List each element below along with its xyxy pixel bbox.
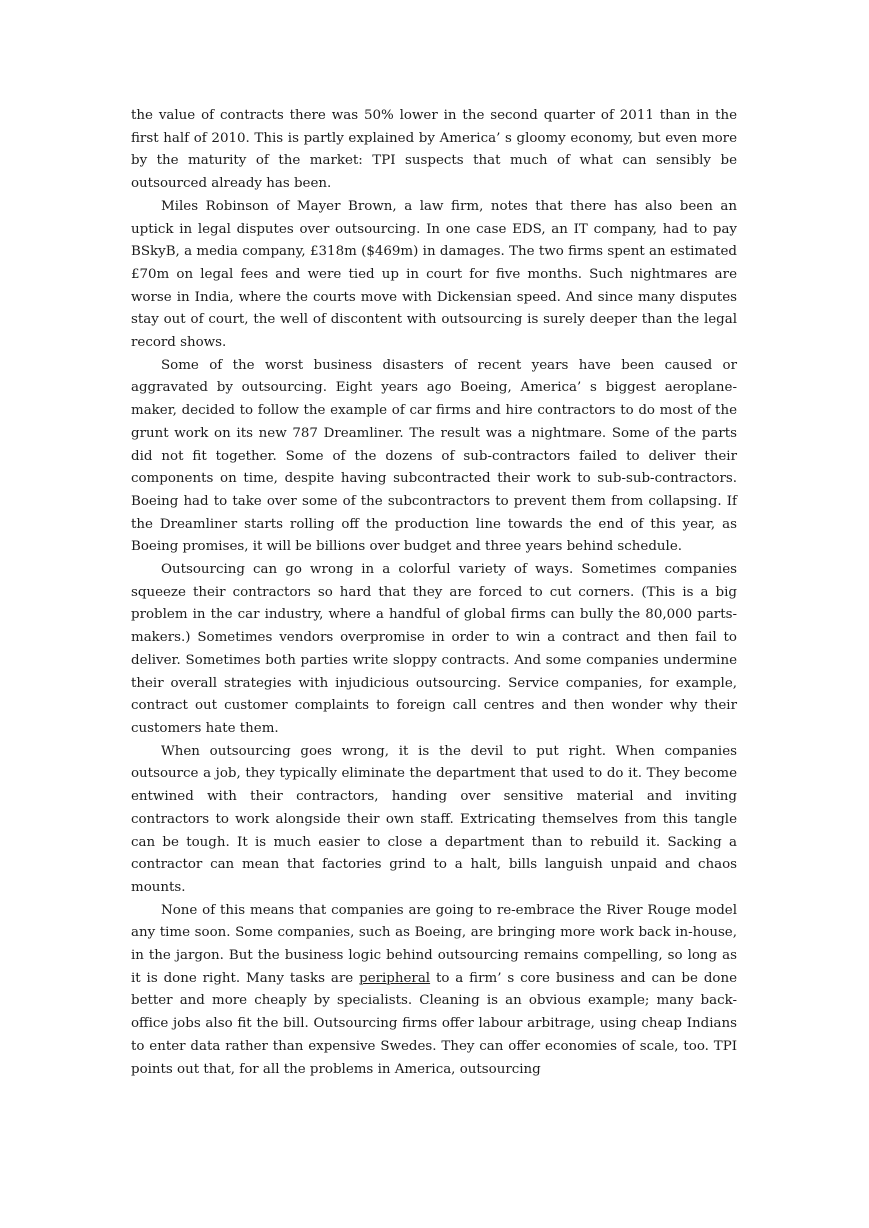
underlined-word-peripheral: peripheral <box>359 970 431 986</box>
paragraph-contract-value: the value of contracts there was 50% lower in the second quarter of 2011 than in the first half of 2010. This is partly explained by America’ s gloomy economy, but even more by the maturity of the market: TPI suspects that much of what can sensibly be outsourced already has been. <box>131 108 737 192</box>
paragraph-business-logic-part-2: to a firm’ s core business and can be done better and more cheaply by specialists. Cleaning is an obvious example; many back-office jobs also fit the bill. Outsourcing firms offer labour arbitrage, using cheap Indians to enter data rather than expensive Swedes. They can offer economies of scale, too. TPI points out that, for all the problems in America, outsourcing <box>131 970 737 1077</box>
paragraph-boeing-dreamliner: Some of the worst business disasters of recent years have been caused or aggravated by outsourcing. Eight years ago Boeing, America’ s biggest aeroplane-maker, decided to follow the example of car firms and hire contractors to do most of the grunt work on its new 787 Dreamliner. The result was a nightmare. Some of the parts did not fit together. Some of the dozens of sub-contractors failed to deliver their components on time, despite having subcontracted their work to sub-sub-contractors. Boeing had to take over some of the subcontractors to prevent them from collapsing. If the Dreamliner starts rolling off the production line towards the end of this year, as Boeing promises, it will be billions over budget and three years behind schedule. <box>131 357 737 555</box>
paragraph-ways-outsourcing-fails: Outsourcing can go wrong in a colorful variety of ways. Sometimes companies squeeze their contractors so hard that they are forced to cut corners. (This is a big problem in the car industry, where a handful of global firms can bully the 80,000 parts-makers.) Sometimes vendors overpromise in order to win a contract and then fail to deliver. Sometimes both parties write sloppy contracts. And some companies undermine their overall strategies with injudicious outsourcing. Service companies, for example, contract out customer complaints to foreign call centres and then wonder why their customers hate them. <box>131 562 737 736</box>
paragraph-business-logic-part-1: None of this means that companies are going to re-embrace the River Rouge model any time soon. Some companies, such as Boeing, are bringing more work back in-house, in the jargon. But the business logic behind outsourcing remains compelling, so long as it is done right. Many tasks are <box>131 902 737 986</box>
paragraph-devil-to-put-right: When outsourcing goes wrong, it is the devil to put right. When companies outsource a job, they typically eliminate the department that used to do it. They become entwined with their contractors, handing over sensitive material and inviting contractors to work alongside their own staff. Extricating themselves from this tangle can be tough. It is much easier to close a department than to rebuild it. Sacking a contractor can mean that factories grind to a halt, bills languish unpaid and chaos mounts. <box>131 743 737 895</box>
article-body <box>131 105 737 1081</box>
paragraph-business-logic <box>131 900 737 1082</box>
paragraph-legal-disputes: Miles Robinson of Mayer Brown, a law firm, notes that there has also been an uptick in legal disputes over outsourcing. In one case EDS, an IT company, had to pay BSkyB, a media company, £318m ($469m) in damages. The two firms spent an estimated £70m on legal fees and were tied up in court for five months. Such nightmares are worse in India, where the courts move with Dickensian speed. And since many disputes stay out of court, the well of discontent with outsourcing is surely deeper than the legal record shows. <box>131 198 737 351</box>
